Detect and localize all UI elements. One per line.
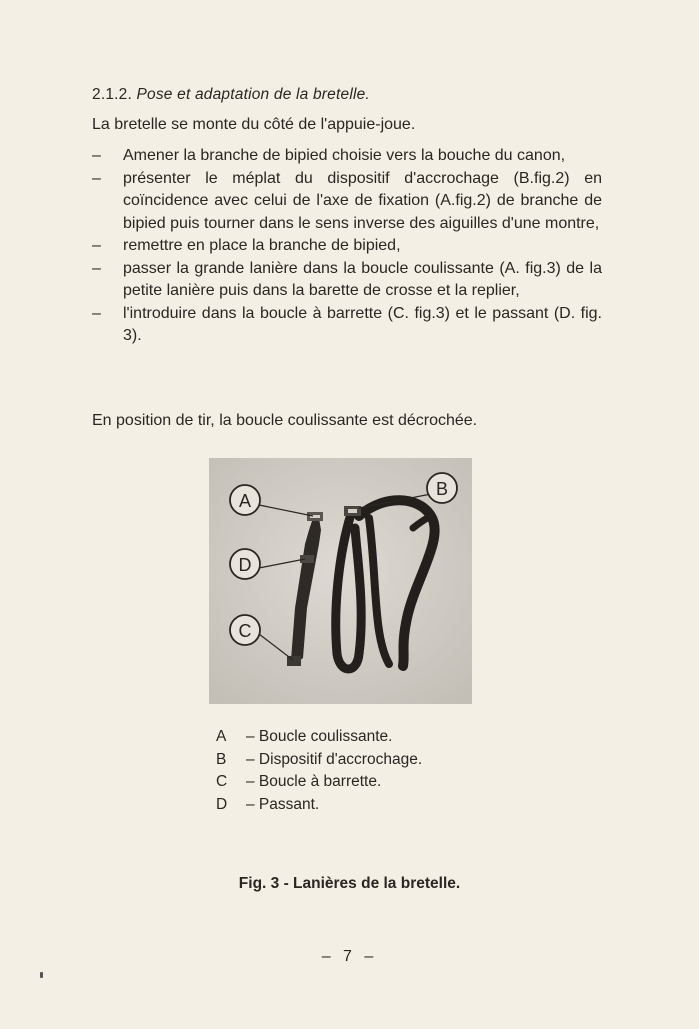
list-item-text: passer la grande lanière dans la boucle coulissante (A. fig.3) de la petite lanière puis dans la barette de crosse et la replier, xyxy=(123,259,602,299)
figure-legend xyxy=(216,726,422,816)
list-dash: – xyxy=(92,169,101,187)
callout-c xyxy=(230,615,260,645)
list-item-text: présenter le méplat du dispositif d'accrochage (B.fig.2) en coïncidence avec celui de l'axe de fixation (A.fig.2) de branche de bipied puis tourner dans le sens inverse des aiguilles d'une montre, xyxy=(123,169,602,232)
legend-row xyxy=(216,771,422,794)
legend-row xyxy=(216,794,422,817)
legend-text: – Boucle coulissante. xyxy=(246,728,393,745)
list-dash: – xyxy=(92,304,101,322)
figure-caption: Fig. 3 - Lanières de la bretelle. xyxy=(238,875,461,892)
legend-letter: D xyxy=(216,795,228,813)
legend-text: – Dispositif d'accrochage. xyxy=(246,750,423,768)
list-item xyxy=(92,303,602,348)
list-dash: – xyxy=(92,237,101,254)
list-dash: – xyxy=(92,147,101,164)
print-speck xyxy=(40,972,43,978)
legend-row xyxy=(216,726,422,749)
list-item xyxy=(92,258,602,303)
legend-text: – Passant. xyxy=(246,795,320,813)
list-item-text: remettre en place la branche de bipied, xyxy=(123,237,401,254)
list-item xyxy=(92,168,602,236)
section-number: 2.1.2. xyxy=(92,86,132,103)
legend-letter: C xyxy=(216,773,228,790)
callout-c-label: C xyxy=(238,621,252,641)
strap-illustration xyxy=(209,458,472,704)
list-item-text: Amener la branche de bipied choisie vers la bouche du canon, xyxy=(123,147,566,164)
legend-row xyxy=(216,749,422,772)
callout-d-label: D xyxy=(238,555,252,575)
list-item-text: l'introduire dans la boucle à barrette (C. fig.3) et le passant (D. fig. 3). xyxy=(123,304,602,344)
legend-letter: A xyxy=(216,728,227,745)
steps-list xyxy=(92,145,602,348)
callout-b xyxy=(427,473,457,503)
section-title: Pose et adaptation de la bretelle. xyxy=(136,86,370,103)
legend-letter: B xyxy=(216,750,227,768)
list-item xyxy=(92,145,602,168)
callout-a xyxy=(230,485,260,515)
callout-d xyxy=(230,549,260,579)
callout-a-label: A xyxy=(238,491,252,511)
figure-photo xyxy=(209,458,472,704)
callout-b-label: B xyxy=(435,479,449,499)
intro-paragraph: La bretelle se monte du côté de l'appuie-joue. xyxy=(92,116,416,133)
list-dash: – xyxy=(92,259,101,277)
legend-text: – Boucle à barrette. xyxy=(246,773,382,790)
list-item xyxy=(92,235,602,258)
closing-paragraph: En position de tir, la boucle coulissante est décrochée. xyxy=(92,412,478,429)
section-heading xyxy=(92,86,370,104)
page-number: – 7 – xyxy=(321,948,378,965)
